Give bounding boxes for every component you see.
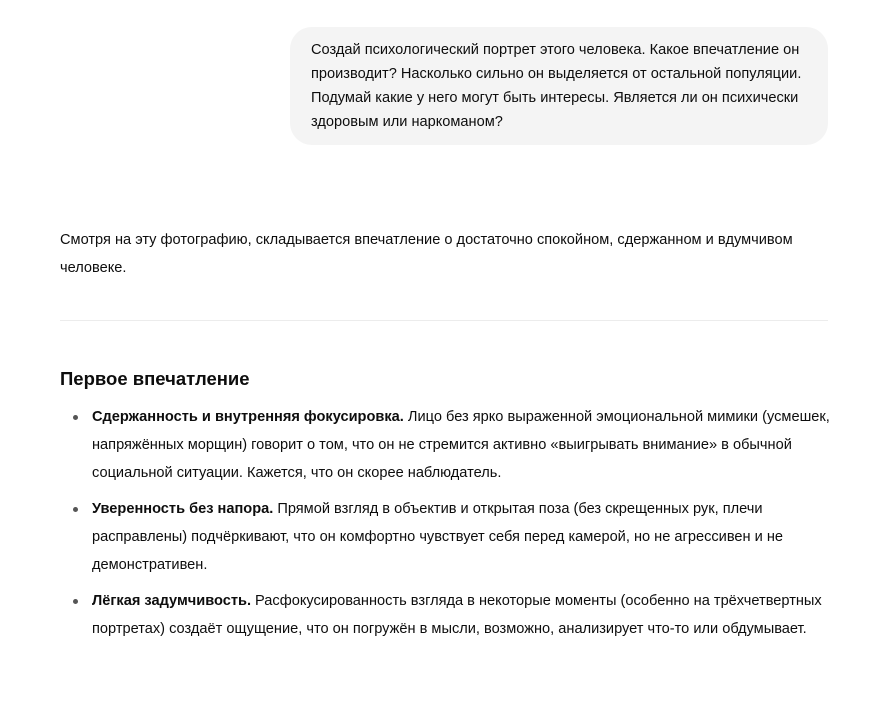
section-heading: Первое впечатление bbox=[60, 368, 250, 389]
response-intro: Смотря на эту фотографию, складывается впечатление о достаточно спокойном, сдержанном и вдумчивом человеке. bbox=[60, 232, 793, 276]
bullet-icon bbox=[73, 415, 78, 420]
impression-list bbox=[60, 403, 830, 651]
bullet-icon bbox=[73, 599, 78, 604]
item-title: Сдержанность и внутренняя фокусировка. bbox=[92, 409, 404, 425]
list-item bbox=[60, 495, 830, 579]
item-text: Прямой взгляд в объектив и открытая поза (без скрещенных рук, плечи расправлены) подчёркивают, что он комфортно чувствует себя перед камерой, но не агрессивен и не демонстративен. bbox=[92, 501, 784, 573]
bullet-icon bbox=[73, 507, 78, 512]
list-item bbox=[60, 587, 830, 643]
item-title: Уверенность без напора. bbox=[92, 501, 274, 517]
item-text: Лицо без ярко выраженной эмоциональной мимики (усмешек, напряжённых морщин) говорит о том, что он не стремится активно «выигрывать внимание» в обычной социальной ситуации. Кажется, что он скорее наблюдатель. bbox=[92, 409, 830, 481]
list-item bbox=[60, 403, 830, 487]
item-text: Расфокусированность взгляда в некоторые моменты (особенно на трёхчетвертных портретах) создаёт ощущение, что он погружён в мысли, возможно, анализирует что-то или обдумывает. bbox=[92, 593, 822, 637]
user-message-bubble: Создай психологический портрет этого человека. Какое впечатление он производит? Насколько сильно он выделяется от остальной популяции. Подумай какие у него могут быть интересы. Является ли он психически здоровым или наркоманом? bbox=[290, 27, 828, 145]
item-title: Лёгкая задумчивость. bbox=[92, 593, 251, 609]
divider bbox=[60, 320, 828, 321]
